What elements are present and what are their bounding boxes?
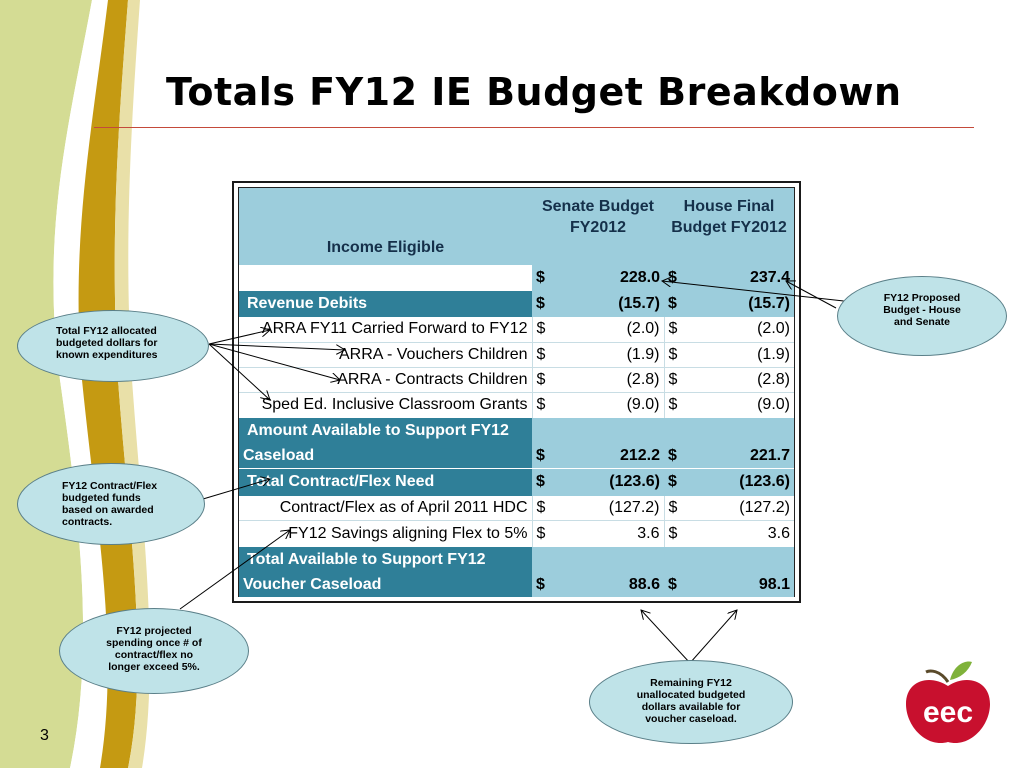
row-label-line2: Caseload <box>243 447 315 464</box>
col-house-header-line2: Budget FY2012 <box>664 216 794 265</box>
house-value: (2.8) <box>686 367 794 392</box>
callout-line: contracts. <box>62 516 113 528</box>
currency-symbol: $ <box>664 367 686 392</box>
row-label: Total Contract/Flex Need <box>239 469 532 496</box>
callout-line: dollars available for <box>641 701 741 713</box>
currency-symbol: $ <box>532 418 554 469</box>
row-label: Revenue Debits <box>239 291 532 317</box>
currency-symbol: $ <box>664 496 686 521</box>
table-header-row-2 <box>239 216 794 265</box>
currency-symbol: $ <box>532 392 554 418</box>
table-header-row-1 <box>239 188 794 216</box>
row-label <box>239 265 532 291</box>
income-eligible-header: Income Eligible <box>239 216 532 265</box>
callout-line: FY12 Proposed <box>883 292 961 304</box>
senate-value: 3.6 <box>554 521 664 547</box>
currency-symbol: $ <box>664 265 686 291</box>
callout-projected-spending <box>59 608 249 694</box>
currency-symbol: $ <box>532 367 554 392</box>
callout-proposed-budget <box>837 276 1007 356</box>
row-label-line1: Total Available to Support FY12 <box>247 550 486 568</box>
senate-value: 228.0 <box>554 265 664 291</box>
eec-apple-logo <box>900 656 996 752</box>
house-value: (15.7) <box>686 291 794 317</box>
table-row <box>239 392 794 418</box>
row-label: ARRA - Contracts Children <box>239 367 532 392</box>
callout-line: spending once # of <box>106 637 202 649</box>
row-label-line1: Amount Available to Support FY12 <box>247 422 509 439</box>
callout-line: budgeted dollars for <box>56 337 158 349</box>
house-value: (123.6) <box>686 469 794 496</box>
senate-value: (9.0) <box>554 392 664 418</box>
currency-symbol: $ <box>664 291 686 317</box>
callout-line: contract/flex no <box>114 649 194 661</box>
house-value: 221.7 <box>686 418 794 469</box>
row-label <box>239 418 532 469</box>
house-value: 3.6 <box>686 521 794 547</box>
currency-symbol: $ <box>664 342 686 367</box>
callout-line: Budget - House <box>883 304 961 316</box>
currency-symbol: $ <box>532 291 554 317</box>
senate-value: (127.2) <box>554 496 664 521</box>
callout-contract-flex <box>17 463 205 545</box>
senate-value: (2.8) <box>554 367 664 392</box>
page-number: 3 <box>40 727 49 744</box>
callout-line: voucher caseload. <box>645 713 737 725</box>
senate-value: (2.0) <box>554 317 664 342</box>
currency-symbol: $ <box>532 547 554 597</box>
row-label: ARRA - Vouchers Children <box>239 342 532 367</box>
col-senate-header-line2: FY2012 <box>532 216 664 265</box>
title-divider <box>94 127 974 128</box>
currency-symbol: $ <box>532 496 554 521</box>
currency-symbol: $ <box>664 418 686 469</box>
row-label: Contract/Flex as of April 2011 HDC <box>239 496 532 521</box>
table-row <box>239 317 794 342</box>
col-senate-header-line1: Senate Budget <box>532 188 664 216</box>
row-label-line2: Voucher Caseload <box>243 575 382 593</box>
house-value: 237.4 <box>686 265 794 291</box>
senate-value: (15.7) <box>554 291 664 317</box>
callout-line: known expenditures <box>56 349 158 361</box>
senate-value: 88.6 <box>554 547 664 597</box>
currency-symbol: $ <box>532 265 554 291</box>
callout-line: unallocated budgeted <box>636 689 746 701</box>
table-row <box>239 418 794 469</box>
currency-symbol: $ <box>532 469 554 496</box>
callout-line: FY12 Contract/Flex <box>62 480 158 492</box>
callout-line: FY12 projected <box>116 625 192 637</box>
table-row <box>239 367 794 392</box>
callout-line: Total FY12 allocated <box>56 325 157 337</box>
currency-symbol: $ <box>664 521 686 547</box>
callout-line: and Senate <box>893 316 951 328</box>
currency-symbol: $ <box>664 547 686 597</box>
callout-line: longer exceed 5%. <box>108 661 200 673</box>
callout-line: Remaining FY12 <box>650 677 732 689</box>
col-house-header-line1: House Final <box>664 188 794 216</box>
table-row <box>239 291 794 317</box>
row-label: Sped Ed. Inclusive Classroom Grants <box>239 392 532 418</box>
slide-title: Totals FY12 IE Budget Breakdown <box>166 70 902 114</box>
currency-symbol: $ <box>532 317 554 342</box>
table-row <box>239 469 794 496</box>
table-row <box>239 342 794 367</box>
currency-symbol: $ <box>532 521 554 547</box>
budget-table <box>239 188 794 597</box>
callout-line: budgeted funds <box>62 492 141 504</box>
house-value: (127.2) <box>686 496 794 521</box>
table-row <box>239 547 794 597</box>
currency-symbol: $ <box>664 317 686 342</box>
table-row <box>239 521 794 547</box>
house-value: 98.1 <box>686 547 794 597</box>
row-label <box>239 547 532 597</box>
senate-value: 212.2 <box>554 418 664 469</box>
row-label: ARRA FY11 Carried Forward to FY12 <box>239 317 532 342</box>
currency-symbol: $ <box>532 342 554 367</box>
callout-allocated-dollars <box>17 310 209 382</box>
house-value: (2.0) <box>686 317 794 342</box>
currency-symbol: $ <box>664 469 686 496</box>
table-row <box>239 496 794 521</box>
callout-remaining-dollars <box>589 660 793 744</box>
table-row <box>239 265 794 291</box>
senate-value: (123.6) <box>554 469 664 496</box>
logo-text: eec <box>922 696 974 729</box>
currency-symbol: $ <box>664 392 686 418</box>
house-value: (9.0) <box>686 392 794 418</box>
senate-value: (1.9) <box>554 342 664 367</box>
callout-line: based on awarded <box>62 504 154 516</box>
house-value: (1.9) <box>686 342 794 367</box>
row-label: FY12 Savings aligning Flex to 5% <box>239 521 532 547</box>
